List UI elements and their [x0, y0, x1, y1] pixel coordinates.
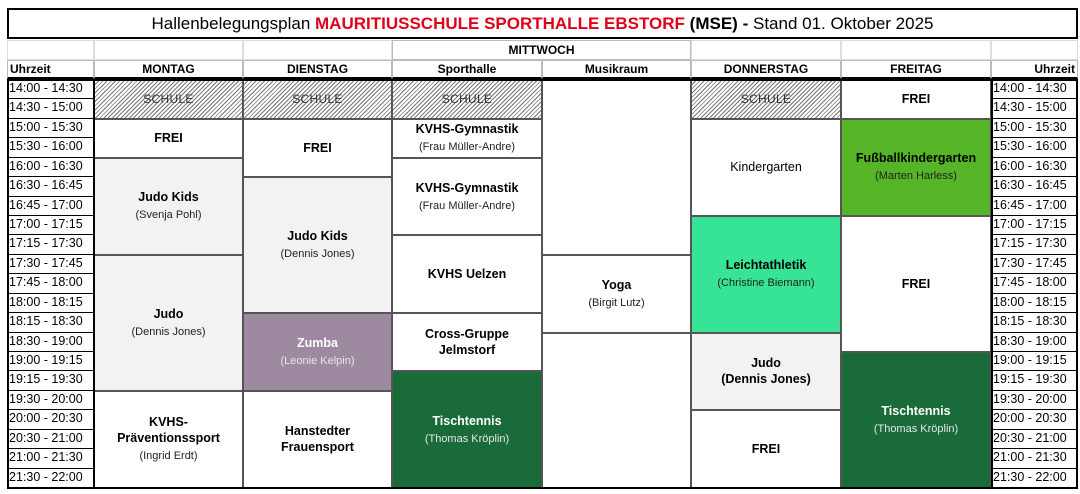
time-cell-right: 18:30 - 19:00	[991, 333, 1078, 352]
slot-title: KVHS- Präventionssport	[117, 415, 220, 446]
time-cell-left: 15:30 - 16:00	[7, 138, 94, 157]
slot-judo-kids	[94, 158, 243, 255]
slot-schule	[392, 80, 542, 119]
slot-title: Judo Kids	[287, 229, 348, 244]
time-cell-right: 17:30 - 17:45	[991, 255, 1078, 274]
time-cell-right: 18:00 - 18:15	[991, 294, 1078, 313]
slot-leichtathletik	[691, 216, 841, 333]
title-prefix: Hallenbelegungsplan	[151, 14, 311, 33]
slot-instructor: (Leonie Kelpin)	[280, 355, 355, 368]
time-cell-left: 20:30 - 21:00	[7, 430, 94, 449]
slot-title: FREI	[303, 141, 332, 155]
time-cell-right: 16:45 - 17:00	[991, 197, 1078, 216]
time-cell-left: 17:15 - 17:30	[7, 235, 94, 254]
time-cell-left: 16:45 - 17:00	[7, 197, 94, 216]
time-cell-left: 19:00 - 19:15	[7, 352, 94, 371]
time-cell-left: 15:00 - 15:30	[7, 119, 94, 138]
slot-kvhs-uelzen	[392, 235, 542, 313]
column-header-sporthalle: Sporthalle	[392, 60, 542, 79]
time-cell-left: 20:00 - 20:30	[7, 410, 94, 429]
slot-instructor: (Thomas Kröplin)	[873, 423, 959, 436]
column-header-freitag: FREITAG	[841, 60, 991, 79]
slot-instructor: (Christine Biemann)	[717, 277, 815, 290]
time-cell-left: 18:00 - 18:15	[7, 294, 94, 313]
slot-title: Fußballkindergarten	[855, 151, 977, 166]
slot-title: Judo	[153, 306, 184, 321]
slot-frei	[691, 410, 841, 488]
time-cell-right: 18:15 - 18:30	[991, 313, 1078, 332]
time-cell-left: 21:00 - 21:30	[7, 449, 94, 468]
slot-kvhs-gymnastik	[392, 119, 542, 158]
header-filler	[7, 40, 94, 60]
slot-label: SCHULE	[441, 92, 493, 107]
slot-title: FREI	[154, 131, 183, 146]
slot-instructor: (Dennis Jones)	[131, 325, 206, 338]
slot-title: Leichtathletik	[725, 258, 807, 273]
time-cell-right: 21:00 - 21:30	[991, 449, 1078, 468]
time-cell-left: 17:00 - 17:15	[7, 216, 94, 235]
slot-schule	[94, 80, 243, 119]
slot-tischtennis	[841, 352, 991, 488]
slot-hanstedter	[243, 391, 392, 488]
header-filler	[841, 40, 991, 60]
time-cell-right: 14:00 - 14:30	[991, 80, 1078, 99]
slot-title: FREI	[751, 442, 781, 457]
time-cell-left: 17:30 - 17:45	[7, 255, 94, 274]
header-filler	[94, 40, 243, 60]
slot-zumba	[243, 313, 392, 391]
header-filler	[691, 40, 841, 60]
column-header-uhrzeit: Uhrzeit	[7, 60, 94, 79]
time-cell-left: 18:15 - 18:30	[7, 313, 94, 332]
slot-kvhs-gymnastik	[392, 158, 542, 236]
slot-title: Tischtennis	[432, 413, 502, 428]
time-cell-right: 20:00 - 20:30	[991, 410, 1078, 429]
slot-title: Cross-Gruppe Jelmstorf	[424, 327, 510, 358]
time-cell-left: 16:30 - 16:45	[7, 177, 94, 196]
slot-schule	[243, 80, 392, 119]
time-cell-left: 14:00 - 14:30	[7, 80, 94, 99]
slot-title: Judo Kids	[138, 190, 199, 205]
slot-title: Yoga	[601, 277, 632, 292]
time-cell-right: 19:00 - 19:15	[991, 352, 1078, 371]
column-header-dienstag: DIENSTAG	[243, 60, 392, 79]
slot-instructor: (Frau Müller-Andre)	[419, 141, 515, 154]
slot-frei	[94, 119, 243, 158]
title-dash: -	[742, 14, 749, 33]
slot-judo	[94, 255, 243, 391]
slot-title: Kindergarten	[730, 160, 802, 175]
slot-instructor: (Frau Müller-Andre)	[419, 199, 515, 212]
time-cell-right: 20:30 - 21:00	[991, 430, 1078, 449]
time-cell-left: 19:15 - 19:30	[7, 371, 94, 390]
slot-fußballkindergarten	[841, 119, 991, 216]
slot-frei	[243, 119, 392, 177]
time-cell-right: 16:30 - 16:45	[991, 177, 1078, 196]
slot-title: KVHS-Gymnastik	[415, 180, 519, 195]
slot-empty	[542, 80, 691, 255]
time-cell-right: 17:45 - 18:00	[991, 274, 1078, 293]
slot-instructor: (Svenja Pohl)	[135, 209, 202, 222]
time-cell-left: 16:00 - 16:30	[7, 158, 94, 177]
time-cell-left: 18:30 - 19:00	[7, 333, 94, 352]
time-cell-left: 19:30 - 20:00	[7, 391, 94, 410]
slot-title: FREI	[901, 277, 931, 291]
column-header-donnerstag: DONNERSTAG	[691, 60, 841, 79]
slot-empty	[542, 333, 691, 488]
column-header-montag: MONTAG	[94, 60, 243, 79]
slot-schule	[691, 80, 841, 119]
slot-title: KVHS-Gymnastik	[415, 122, 519, 137]
header-filler	[991, 40, 1078, 60]
slot-title: Judo (Dennis Jones)	[721, 356, 811, 387]
title-school: MAURITIUSSCHULE SPORTHALLE EBSTORF	[315, 14, 685, 33]
column-header-uhrzeit: Uhrzeit	[991, 60, 1078, 79]
slot-label: SCHULE	[740, 92, 792, 107]
slot-title: FREI	[901, 92, 931, 107]
column-header-musikraum: Musikraum	[542, 60, 691, 79]
slot-title: Tischtennis	[881, 404, 951, 419]
slot-label: SCHULE	[143, 92, 194, 107]
time-cell-left: 14:30 - 15:00	[7, 99, 94, 118]
slot-instructor: (Birgit Lutz)	[588, 296, 645, 309]
time-cell-left: 21:30 - 22:00	[7, 469, 94, 488]
slot-title: KVHS Uelzen	[427, 267, 507, 282]
time-cell-right: 16:00 - 16:30	[991, 158, 1078, 177]
title-code: (MSE)	[689, 14, 738, 33]
time-cell-left: 17:45 - 18:00	[7, 274, 94, 293]
slot-instructor: (Dennis Jones)	[280, 248, 355, 261]
slot-title: Zumba	[297, 336, 338, 351]
time-cell-right: 17:00 - 17:15	[991, 216, 1078, 235]
header-filler	[243, 40, 392, 60]
time-cell-right: 19:30 - 20:00	[991, 391, 1078, 410]
time-cell-right: 21:30 - 22:00	[991, 469, 1078, 488]
slot-frei	[841, 80, 991, 119]
time-cell-right: 15:30 - 16:00	[991, 138, 1078, 157]
slot-title: Hanstedter Frauensport	[281, 424, 354, 455]
page-title	[7, 8, 1078, 39]
slot-kvhs	[94, 391, 243, 488]
slot-frei	[841, 216, 991, 352]
slot-cross-gruppe	[392, 313, 542, 371]
slot-instructor: (Thomas Kröplin)	[424, 432, 510, 445]
time-cell-right: 17:15 - 17:30	[991, 235, 1078, 254]
time-cell-right: 19:15 - 19:30	[991, 371, 1078, 390]
slot-tischtennis	[392, 371, 542, 488]
slot-judo	[691, 333, 841, 411]
slot-kindergarten	[691, 119, 841, 216]
time-cell-right: 15:00 - 15:30	[991, 119, 1078, 138]
slot-judo-kids	[243, 177, 392, 313]
slot-yoga	[542, 255, 691, 333]
slot-instructor: (Marten Harless)	[875, 170, 957, 183]
title-stand: Stand 01. Oktober 2025	[752, 14, 934, 33]
time-cell-right: 14:30 - 15:00	[991, 99, 1078, 118]
slot-label: SCHULE	[292, 92, 343, 107]
column-group-header-mittwoch: MITTWOCH	[392, 40, 691, 60]
slot-instructor: (Ingrid Erdt)	[139, 450, 198, 463]
